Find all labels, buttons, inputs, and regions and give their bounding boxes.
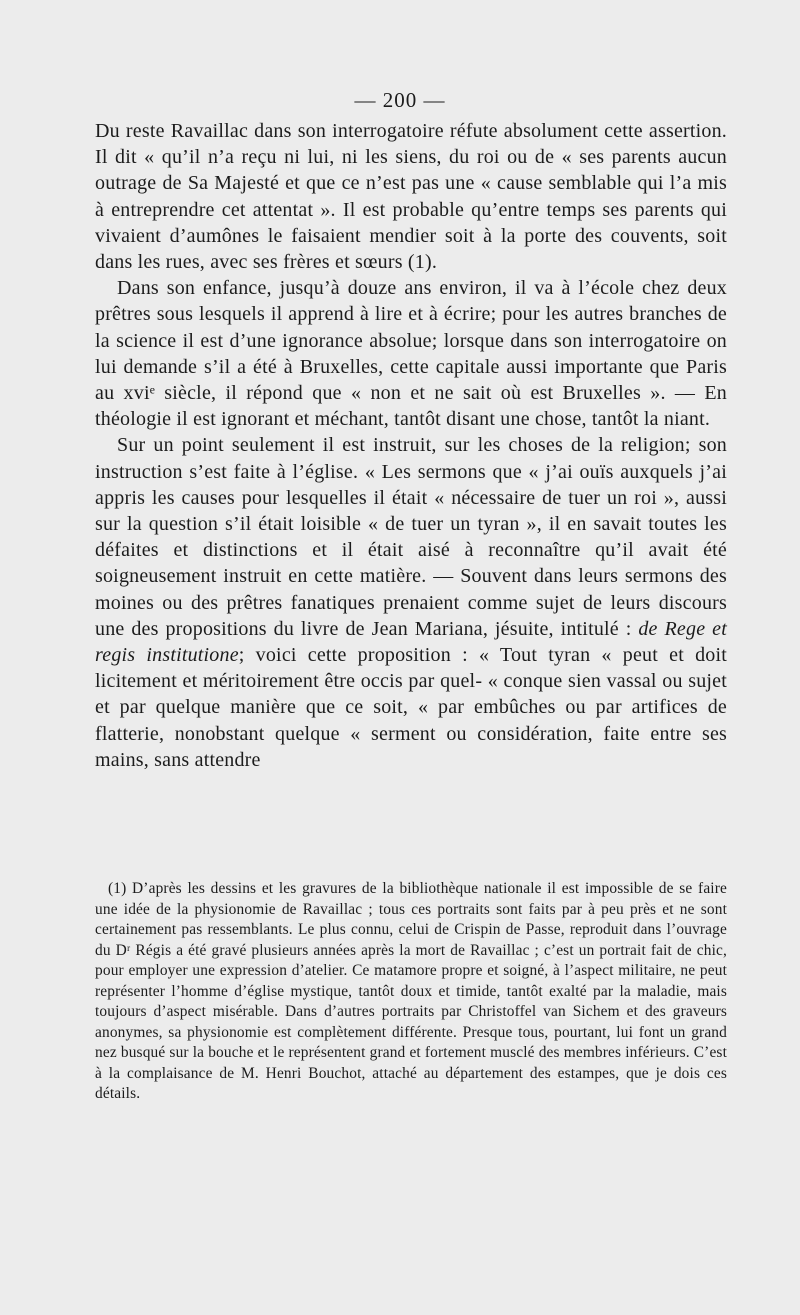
paragraph-2: Dans son enfance, jusqu’à douze ans environ, il va à l’école chez deux prêtres sous lesquels il apprend à lire et à écrire; pour les autres branches de la science il est d’une ignorance absolue; lorsque dans son interrogatoire on lui demande s’il a été à Bruxelles, cette capitale aussi importante que Paris au xviᵉ siècle, il répond que « non et ne sait où est Bruxelles ». — En théologie il est ignorant et méchant, tantôt disant une chose, tantôt la niant. bbox=[95, 277, 727, 431]
paragraph-3-after-title: ; voici cette proposition : « Tout tyran « peut et doit licitement et méritoirement être occis par quel- « conque sien vassal ou sujet et par quelque manière que ce soit, « par embûches ou par artifices de flatterie, nonobstant quelque « serment ou considération, faite entre ses mains, sans attendre bbox=[95, 644, 727, 771]
paragraph-3-before-title: Sur un point seulement il est instruit, sur les choses de la religion; son instruction s’est faite à l’église. « Les sermons que « j’ai ouïs auxquels j’ai appris les causes pour lesquelles il était « nécessaire de tuer un roi », aussi sur la question s’il était loisible « de tuer un tyran », il en savait toutes les défaites et distinctions et il était aisé à reconnaître qu’il avait été soigneusement instruit en cette matière. — Souvent dans leurs sermons des moines ou des prêtres fanatiques prenaient comme sujet de leurs discours une des propositions du livre de Jean Mariana, jésuite, intitulé : bbox=[95, 434, 727, 640]
paragraph-1: Du reste Ravaillac dans son interrogatoire réfute absolument cette assertion. Il dit « qu’il n’a reçu ni lui, ni les siens, du roi ou de « ses parents aucun outrage de Sa Majesté et que ce n’est pas une « cause semblable qui l’a mis à entreprendre cet attentat ». Il est probable qu’entre temps ses parents qui vivaient d’aumônes le faisaient mendier soit à la porte des couvents, soit dans les rues, avec ses frères et sœurs (1). bbox=[95, 120, 727, 274]
page-number: — 200 — bbox=[354, 88, 446, 112]
book-title: de Rege et regis institutione bbox=[95, 617, 727, 667]
main-text bbox=[95, 118, 727, 773]
footnote bbox=[95, 879, 727, 1105]
paragraph-3 bbox=[95, 432, 727, 773]
footnote-text: (1) D’après les dessins et les gravures de la bibliothèque nationale il est impossible de se faire une idée de la physionomie de Ravaillac ; tous ces portraits sont faits par à peu près et ne sont certainement pas ressemblants. Le plus connu, celui de Crispin de Passe, reproduit dans l’ouvrage du Dʳ Régis a été gravé plusieurs années après la mort de Ravaillac ; c’est un portrait fait de chic, pour employer une expression d’atelier. Ce matamore propre et soigné, à l’aspect militaire, ne peut représenter l’homme d’église mystique, tantôt doux et timide, tantôt exalté par la maladie, mais toujours d’aspect misérable. Dans d’autres portraits par Christoffel van Sichem et des graveurs anonymes, sa physionomie est complètement différente. Presque tous, pourtant, lui font un grand nez busqué sur la bouche et le représentent grand et fortement musclé des membres inférieurs. C’est à la complaisance de M. Henri Bouchot, attaché au département des estampes, que je dois ces détails. bbox=[95, 880, 727, 1102]
